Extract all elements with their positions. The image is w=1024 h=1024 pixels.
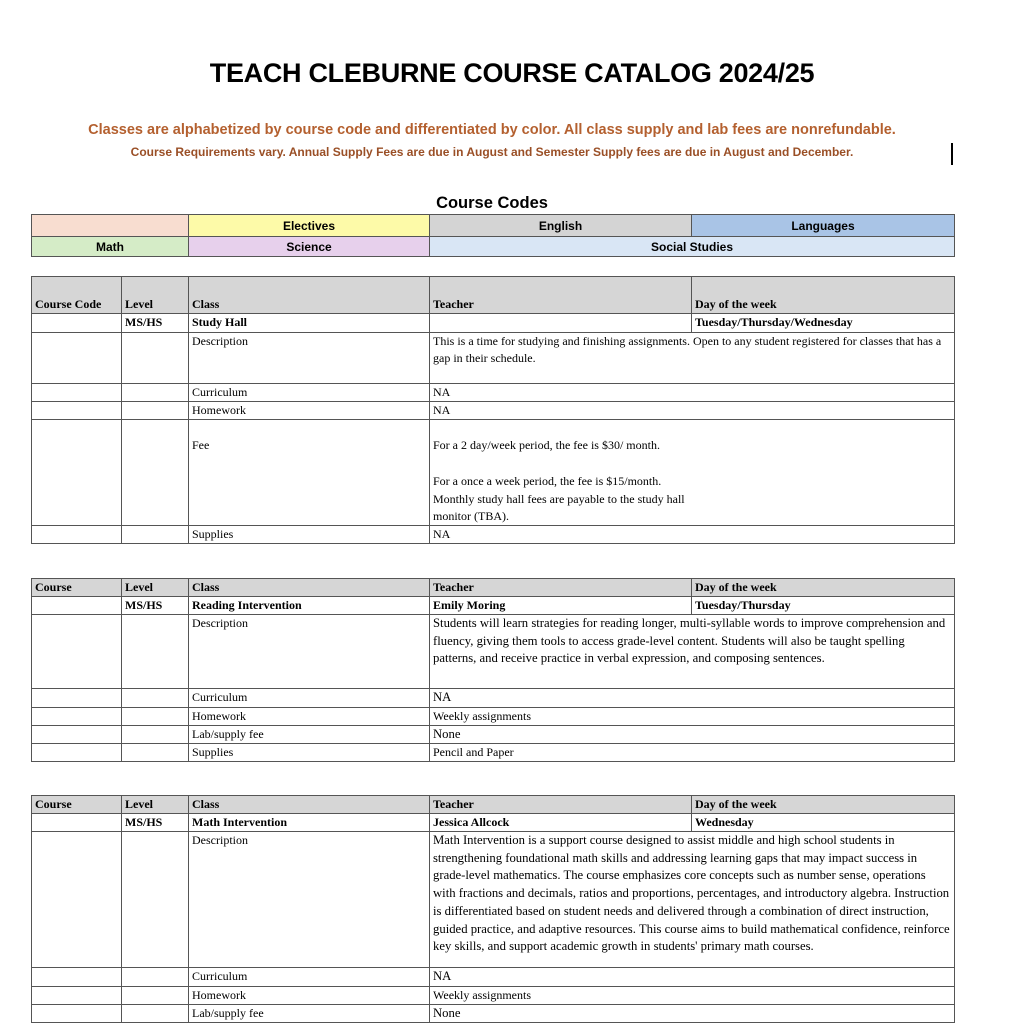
curriculum-value: NA [430,384,955,402]
legend-cell-social-studies: Social Studies [430,237,955,257]
homework-value: NA [430,402,955,420]
header-class: Class [189,796,430,814]
homework-value: Weekly assignments [430,707,955,725]
supplies-label: Supplies [189,744,430,762]
header-class: Class [189,579,430,597]
header-day: Day of the week [692,796,955,814]
supplies-value: Pencil and Paper [430,744,955,762]
homework-label: Homework [189,707,430,725]
header-day: Day of the week [692,579,955,597]
header-day: Day of the week [692,277,955,314]
header-course-code: Course [32,796,122,814]
header-level: Level [122,277,189,314]
description-cell [430,832,955,968]
course-table-math-intervention [31,795,955,1023]
fee-value [430,420,955,526]
description-label: Description [189,333,430,384]
catalog-note-line-1: Classes are alphabetized by course code and differentiated by color. All class supply and lab fees are nonrefundable. [88,122,896,138]
text-cursor [951,143,953,165]
header-teacher: Teacher [430,277,692,314]
course-level: MS/HS [122,314,189,333]
description-text: Students will learn strategies for reading longer, multi-syllable words to improve comprehension and fluency, giving them tools to access grade-level content. Students will also be taught spelling patterns, and receive practice in verbal expression, and composing sentences. [430,615,955,689]
header-teacher: Teacher [430,796,692,814]
course-level: MS/HS [122,597,189,615]
course-day: Wednesday [692,814,955,832]
fee-label: Fee [189,420,430,526]
lab-fee-value: None [430,1004,955,1023]
course-code [32,314,122,333]
fee-line-1: For a 2 day/week period, the fee is $30/ month. [433,438,660,452]
description-text: This is a time for studying and finishing assignments. Open to any student registered for classes that has a gap in their schedule. [430,333,955,384]
course-codes-legend [31,214,955,257]
homework-value: Weekly assignments [430,986,955,1004]
course-codes-title: Course Codes [436,194,548,212]
fee-line-3: Monthly study hall fees are payable to the study hall monitor (TBA). [433,492,685,523]
header-level: Level [122,796,189,814]
description-text: Math Intervention is a support course designed to assist middle and high school students in strengthening foundational math skills and addressing learning gaps that may impact success in grade-level mathematics. The course emphasizes core concepts such as number sense, operations with fractions and decimals, ratios and proportions, percentages, and introductory algebra. Instruction is differentiated based on student needs and delivered through a combination of direct instruction, guided practice, and adaptive resources. This course aims to build mathematical confidence, reinforce key skills, and support academic growth in students' primary math courses. [433,833,950,954]
course-table-reading-intervention [31,578,955,762]
course-level: MS/HS [122,814,189,832]
course-teacher: Jessica Allcock [430,814,692,832]
header-level: Level [122,579,189,597]
lab-fee-label: Lab/supply fee [189,1004,430,1023]
curriculum-label: Curriculum [189,689,430,708]
legend-cell-languages: Languages [692,215,955,237]
curriculum-label: Curriculum [189,384,430,402]
lab-fee-value: None [430,725,955,744]
course-name: Reading Intervention [189,597,430,615]
course-code [32,597,122,615]
header-course-code: Course Code [32,277,122,314]
course-table-study-hall [31,276,955,544]
course-code [32,814,122,832]
fee-line-2: For a once a week period, the fee is $15/month. [433,474,662,488]
course-name: Study Hall [189,314,430,333]
supplies-label: Supplies [189,526,430,544]
course-day: Tuesday/Thursday [692,597,955,615]
curriculum-label: Curriculum [189,968,430,987]
course-teacher [430,314,692,333]
header-course-code: Course [32,579,122,597]
legend-cell-blank [32,215,189,237]
header-class: Class [189,277,430,314]
legend-cell-science: Science [189,237,430,257]
legend-cell-math: Math [32,237,189,257]
description-label: Description [189,615,430,689]
page-title: TEACH CLEBURNE COURSE CATALOG 2024/25 [209,58,815,88]
curriculum-value: NA [430,689,955,708]
supplies-value: NA [430,526,955,544]
legend-cell-electives: Electives [189,215,430,237]
homework-label: Homework [189,402,430,420]
lab-fee-label: Lab/supply fee [189,725,430,744]
legend-cell-english: English [430,215,692,237]
header-teacher: Teacher [430,579,692,597]
curriculum-value: NA [430,968,955,987]
course-teacher: Emily Moring [430,597,692,615]
catalog-note-line-2: Course Requirements vary. Annual Supply Fees are due in August and Semester Supply fees are due in August and December. [130,145,854,159]
course-day: Tuesday/Thursday/Wednesday [692,314,955,333]
homework-label: Homework [189,986,430,1004]
course-name: Math Intervention [189,814,430,832]
description-label: Description [189,832,430,968]
